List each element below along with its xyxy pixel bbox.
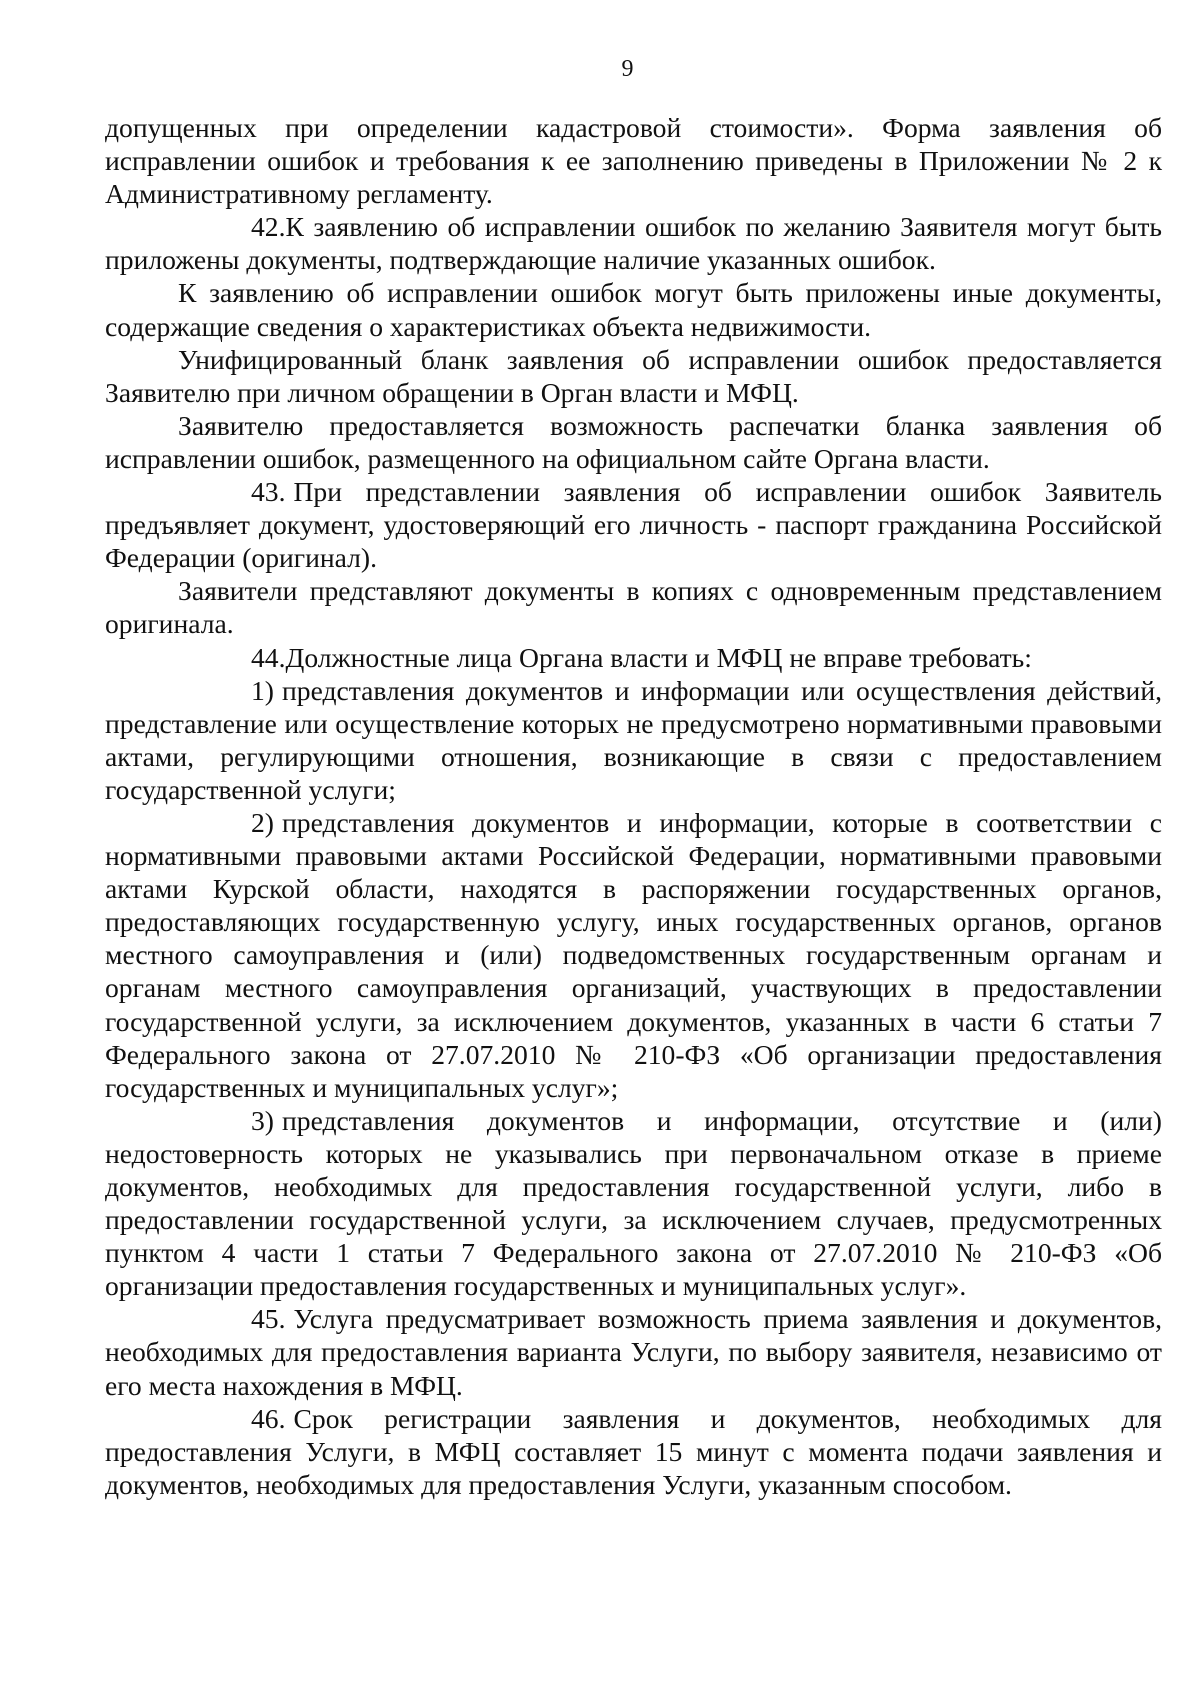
paragraph-43 [105, 475, 1162, 574]
paragraph-number: 44. [251, 641, 286, 673]
paragraph-text: К заявлению об исправлении ошибок по желанию Заявителя могут быть приложены документы, подтверждающие наличие указанных ошибок. [105, 211, 1162, 276]
paragraph-number: 46. [251, 1402, 286, 1434]
list-item-number: 1) [251, 674, 274, 706]
page-number: 9 [621, 56, 634, 82]
list-item-text: представления документов и информации, отсутствие и (или) недостоверность которых не указывались при первоначальном отказе в приеме документов, необходимых для предоставления государственной услуги, либо в предоставлении государственной услуги, за исключением случаев, предусмотренных пунктом 4 части 1 статьи 7 Федерального закона от 27.07.2010 № 210-ФЗ «Об организации предоставления государственных и муниципальных услуг». [105, 1104, 1162, 1302]
list-item-text: представления документов и информации или осуществления действий, представление или осуществление которых не предусмотрено нормативными правовыми актами, регулирующими отношения, возникающие в связи с предоставлением государственной услуги; [105, 674, 1162, 805]
document-body [105, 111, 1162, 1501]
paragraph-number: 45. [251, 1303, 286, 1335]
list-item-1 [105, 674, 1162, 806]
paragraph-44 [105, 641, 1162, 674]
paragraph-text: Унифицированный бланк заявления об исправлении ошибок предоставляется Заявителю при личном обращении в Орган власти и МФЦ. [105, 343, 1162, 408]
list-item-text: представления документов и информации, которые в соответствии с нормативными правовыми актами Российской Федерации, нормативными правовыми актами Курской области, находятся в распоряжении государственных органов, предоставляющих государственную услугу, иных государственных органов, органов местного самоуправления и (или) подведомственных государственным органам и органам местного самоуправления организаций, участвующих в предоставлении государственной услуги, за исключением документов, указанных в части 6 статьи 7 Федерального закона от 27.07.2010 № 210-ФЗ «Об организации предоставления государственных и муниципальных услуг»; [105, 806, 1162, 1103]
paragraph-text: Услуга предусматривает возможность приема заявления и документов, необходимых для предоставления варианта Услуги, по выбору заявителя, независимо от его места нахождения в МФЦ. [105, 1303, 1162, 1401]
paragraph-42 [105, 210, 1162, 276]
paragraph-text: Должностные лица Органа власти и МФЦ не вправе требовать: [285, 641, 1032, 673]
paragraph-text: К заявлению об исправлении ошибок могут быть приложены иные документы, содержащие сведения о характеристиках объекта недвижимости. [105, 277, 1162, 342]
paragraph-number: 43. [251, 476, 286, 508]
paragraph-text: допущенных при определении кадастровой стоимости». Форма заявления об исправлении ошибок и требования к ее заполнению приведены в Приложении № 2 к Административному регламенту. [105, 112, 1162, 210]
paragraph-text: Срок регистрации заявления и документов, необходимых для предоставления Услуги, в МФЦ составляет 15 минут с момента подачи заявления и документов, необходимых для предоставления Услуги, указанным способом. [105, 1402, 1162, 1500]
paragraph [105, 574, 1162, 640]
paragraph-number: 42. [251, 211, 286, 243]
paragraph-continuation [105, 111, 1162, 210]
paragraph-text: При представлении заявления об исправлении ошибок Заявитель предъявляет документ, удостоверяющий его личность - паспорт гражданина Российской Федерации (оригинал). [105, 476, 1162, 574]
paragraph-text: Заявителю предоставляется возможность распечатки бланка заявления об исправлении ошибок, размещенного на официальном сайте Органа власти. [105, 409, 1162, 474]
list-item-number: 3) [251, 1104, 274, 1136]
paragraph-text: Заявители представляют документы в копиях с одновременным представлением оригинала. [105, 575, 1162, 640]
list-item-number: 2) [251, 806, 274, 838]
paragraph-45 [105, 1302, 1162, 1401]
paragraph [105, 409, 1162, 475]
list-item-2 [105, 806, 1162, 1104]
paragraph [105, 276, 1162, 342]
paragraph-46 [105, 1402, 1162, 1501]
list-item-3 [105, 1104, 1162, 1303]
paragraph [105, 343, 1162, 409]
